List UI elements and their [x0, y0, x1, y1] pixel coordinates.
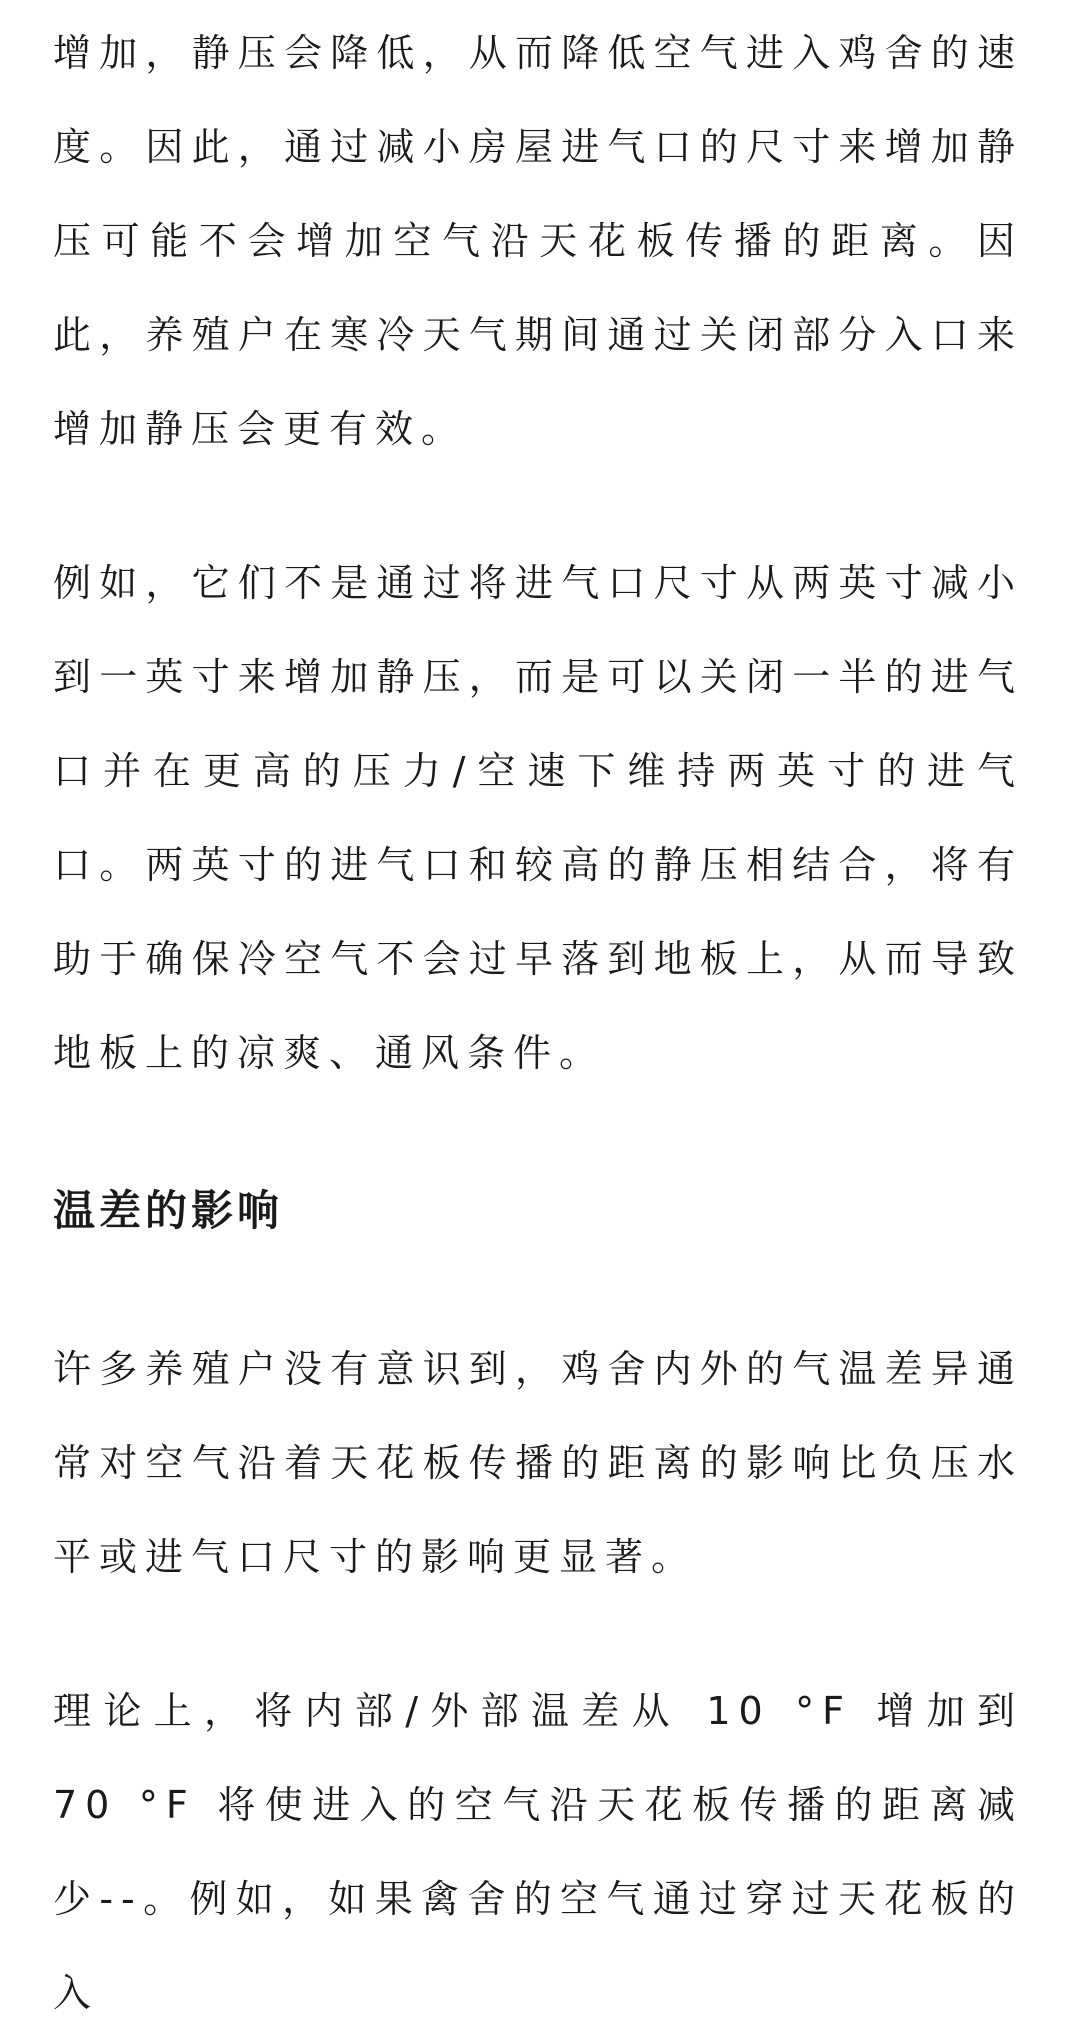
- heading-spacer: [53, 1100, 1023, 1164]
- article-body: [53, 0, 1023, 2040]
- paragraph-spacer: [53, 476, 1023, 536]
- paragraph-static-pressure: 增加，静压会降低，从而降低空气进入鸡舍的速度。因此，通过减小房屋进气口的尺寸来增加静压可能不会增加空气沿天花板传播的距离。因此，养殖户在寒冷天气期间通过关闭部分入口来增加静压会更有效。: [53, 31, 1023, 451]
- heading-spacer: [53, 1258, 1023, 1322]
- paragraph-theory: 理论上，将内部/外部温差从 10 °F 增加到 70 °F 将使进入的空气沿天花板传播的距离减少--。例如，如果禽舍的空气通过穿过天花板的入: [53, 1689, 1023, 2015]
- paragraph-spacer: [53, 1604, 1023, 1664]
- paragraph-inlet-example: 例如，它们不是通过将进气口尺寸从两英寸减小到一英寸来增加静压，而是可以关闭一半的进气口并在更高的压力/空速下维持两英寸的进气口。两英寸的进气口和较高的静压相结合，将有助于确保冷空气不会过早落到地板上，从而导致地板上的凉爽、通风条件。: [53, 561, 1023, 1075]
- section-heading: 温差的影响: [53, 1186, 284, 1235]
- paragraph-temperature-difference: 许多养殖户没有意识到，鸡舍内外的气温差异通常对空气沿着天花板传播的距离的影响比负压水平或进气口尺寸的影响更显著。: [53, 1347, 1023, 1579]
